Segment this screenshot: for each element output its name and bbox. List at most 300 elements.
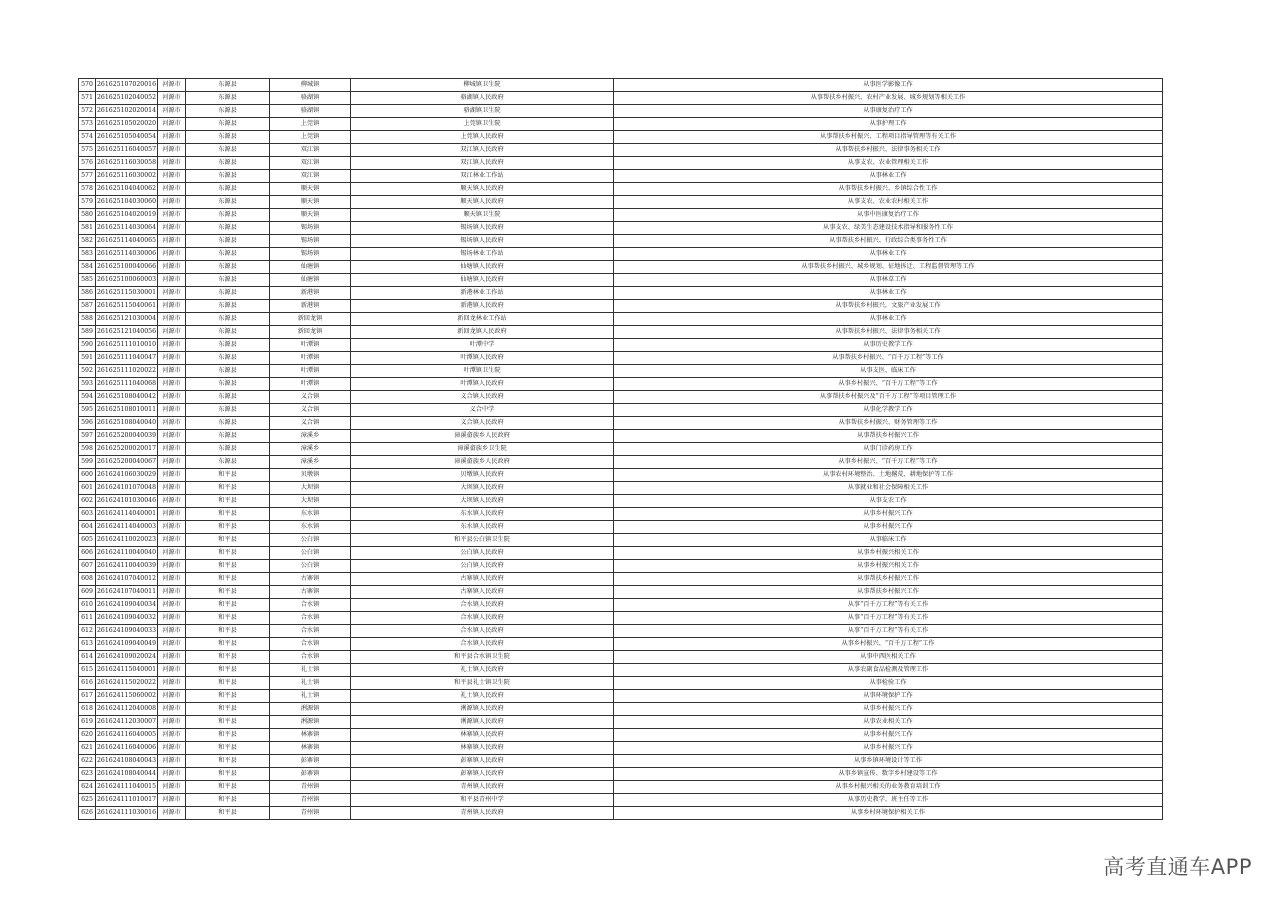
cell-county: 东源县	[186, 365, 270, 378]
cell-town: 新回龙镇	[270, 313, 351, 326]
cell-position-code: 261624112030007	[96, 716, 158, 729]
document-sheet	[78, 78, 1162, 820]
cell-position-code: 261625102040052	[96, 92, 158, 105]
cell-county: 和平县	[186, 742, 270, 755]
cell-county: 东源县	[186, 417, 270, 430]
table-row	[79, 378, 1163, 391]
cell-city: 河源市	[158, 534, 186, 547]
cell-index: 605	[79, 534, 96, 547]
cell-county: 东源县	[186, 170, 270, 183]
cell-duty: 从事乡镇环境设计等工作	[614, 755, 1163, 768]
table-row	[79, 417, 1163, 430]
cell-unit: 浰源镇人民政府	[351, 716, 614, 729]
cell-city: 河源市	[158, 404, 186, 417]
cell-index: 617	[79, 690, 96, 703]
cell-county: 东源县	[186, 157, 270, 170]
cell-city: 河源市	[158, 118, 186, 131]
cell-duty: 从事护理工作	[614, 118, 1163, 131]
table-row	[79, 534, 1163, 547]
cell-county: 和平县	[186, 703, 270, 716]
cell-city: 河源市	[158, 248, 186, 261]
cell-city: 河源市	[158, 105, 186, 118]
cell-duty: 从事林业工作	[614, 313, 1163, 326]
cell-city: 河源市	[158, 664, 186, 677]
cell-city: 河源市	[158, 729, 186, 742]
cell-position-code: 261625116040057	[96, 144, 158, 157]
cell-county: 和平县	[186, 560, 270, 573]
cell-town: 锡场镇	[270, 222, 351, 235]
cell-city: 河源市	[158, 326, 186, 339]
cell-duty: 从事农业相关工作	[614, 716, 1163, 729]
cell-index: 604	[79, 521, 96, 534]
cell-index: 622	[79, 755, 96, 768]
cell-city: 河源市	[158, 313, 186, 326]
table-row	[79, 690, 1163, 703]
table-row	[79, 443, 1163, 456]
cell-city: 河源市	[158, 573, 186, 586]
cell-position-code: 261625115040061	[96, 300, 158, 313]
cell-index: 608	[79, 573, 96, 586]
cell-county: 东源县	[186, 131, 270, 144]
cell-position-code: 261624101030046	[96, 495, 158, 508]
cell-duty: 从事乡村振兴、“百千万工程”等工作	[614, 456, 1163, 469]
table-row	[79, 625, 1163, 638]
table-row	[79, 79, 1163, 92]
cell-duty: 从事康复治疗工作	[614, 105, 1163, 118]
cell-county: 和平县	[186, 807, 270, 820]
cell-position-code: 261625121040056	[96, 326, 158, 339]
table-row	[79, 664, 1163, 677]
cell-index: 610	[79, 599, 96, 612]
cell-unit: 浰源镇人民政府	[351, 703, 614, 716]
cell-unit: 漳溪畲族乡卫生院	[351, 443, 614, 456]
cell-duty: 从事“百千万工程”等有关工作	[614, 612, 1163, 625]
cell-city: 河源市	[158, 235, 186, 248]
cell-duty: 从事帮扶乡村振兴工作	[614, 586, 1163, 599]
table-row	[79, 508, 1163, 521]
cell-duty: 从事乡村振兴、“百千万工程”工作	[614, 638, 1163, 651]
cell-position-code: 261625108010011	[96, 404, 158, 417]
cell-index: 582	[79, 235, 96, 248]
cell-position-code: 261624109040032	[96, 612, 158, 625]
cell-duty: 从事帮扶乡村振兴工作	[614, 573, 1163, 586]
cell-index: 576	[79, 157, 96, 170]
cell-unit: 和平县合水镇卫生院	[351, 651, 614, 664]
cell-position-code: 261625200040067	[96, 456, 158, 469]
table-row	[79, 144, 1163, 157]
cell-duty: 从事乡村环境保护相关工作	[614, 807, 1163, 820]
cell-city: 河源市	[158, 625, 186, 638]
cell-city: 河源市	[158, 378, 186, 391]
table-row	[79, 755, 1163, 768]
cell-index: 595	[79, 404, 96, 417]
cell-duty: 从事帮扶乡村振兴、城乡规划、征地拆迁、工程监督管理等工作	[614, 261, 1163, 274]
cell-city: 河源市	[158, 495, 186, 508]
cell-duty: 从事林业工作	[614, 170, 1163, 183]
table-row	[79, 495, 1163, 508]
cell-town: 顺天镇	[270, 183, 351, 196]
table-row	[79, 339, 1163, 352]
cell-unit: 义合中学	[351, 404, 614, 417]
cell-duty: 从事乡村振兴工作	[614, 729, 1163, 742]
cell-county: 东源县	[186, 352, 270, 365]
cell-index: 615	[79, 664, 96, 677]
cell-unit: 上莞镇人民政府	[351, 131, 614, 144]
cell-city: 河源市	[158, 300, 186, 313]
cell-county: 东源县	[186, 222, 270, 235]
cell-position-code: 261625115030001	[96, 287, 158, 300]
cell-city: 河源市	[158, 274, 186, 287]
cell-town: 锡场镇	[270, 248, 351, 261]
cell-city: 河源市	[158, 547, 186, 560]
cell-duty: 从事历史教学、班主任等工作	[614, 794, 1163, 807]
cell-position-code: 261625121030004	[96, 313, 158, 326]
cell-town: 公白镇	[270, 534, 351, 547]
cell-town: 顺天镇	[270, 209, 351, 222]
cell-town: 东水镇	[270, 508, 351, 521]
cell-county: 和平县	[186, 508, 270, 521]
cell-county: 和平县	[186, 664, 270, 677]
cell-city: 河源市	[158, 768, 186, 781]
cell-index: 600	[79, 469, 96, 482]
cell-duty: 从事乡村振兴相关的业务教育培训工作	[614, 781, 1163, 794]
cell-duty: 从事帮扶乡村振兴、财务管理等工作	[614, 417, 1163, 430]
cell-position-code: 261624116040005	[96, 729, 158, 742]
cell-town: 古寨镇	[270, 573, 351, 586]
cell-index: 587	[79, 300, 96, 313]
cell-duty: 从事林草工作	[614, 274, 1163, 287]
cell-position-code: 261624116040006	[96, 742, 158, 755]
cell-unit: 大坝镇人民政府	[351, 495, 614, 508]
cell-city: 河源市	[158, 443, 186, 456]
cell-duty: 从事帮扶乡村振兴、“百千万工程”等工作	[614, 352, 1163, 365]
table-row	[79, 274, 1163, 287]
cell-position-code: 261624110040039	[96, 560, 158, 573]
table-row	[79, 768, 1163, 781]
cell-duty: 从事就业和社会保障相关工作	[614, 482, 1163, 495]
table-row	[79, 248, 1163, 261]
cell-unit: 漳溪畲族乡人民政府	[351, 430, 614, 443]
cell-city: 河源市	[158, 469, 186, 482]
cell-city: 河源市	[158, 365, 186, 378]
cell-position-code: 261624115060002	[96, 690, 158, 703]
cell-town: 浰源镇	[270, 716, 351, 729]
cell-unit: 和平县礼士镇卫生院	[351, 677, 614, 690]
cell-unit: 礼士镇人民政府	[351, 664, 614, 677]
cell-index: 620	[79, 729, 96, 742]
cell-town: 合水镇	[270, 625, 351, 638]
cell-town: 新港镇	[270, 300, 351, 313]
cell-index: 583	[79, 248, 96, 261]
cell-unit: 顺天镇卫生院	[351, 209, 614, 222]
table-row	[79, 742, 1163, 755]
cell-index: 581	[79, 222, 96, 235]
cell-duty: 从事乡村振兴、“百千万工程”等工作	[614, 378, 1163, 391]
cell-index: 591	[79, 352, 96, 365]
cell-city: 河源市	[158, 508, 186, 521]
cell-position-code: 261625100060003	[96, 274, 158, 287]
cell-unit: 彭寨镇人民政府	[351, 768, 614, 781]
cell-index: 577	[79, 170, 96, 183]
cell-city: 河源市	[158, 79, 186, 92]
cell-county: 和平县	[186, 781, 270, 794]
cell-index: 573	[79, 118, 96, 131]
cell-county: 和平县	[186, 651, 270, 664]
cell-position-code: 261624112040008	[96, 703, 158, 716]
cell-index: 613	[79, 638, 96, 651]
cell-town: 彭寨镇	[270, 768, 351, 781]
cell-town: 新港镇	[270, 287, 351, 300]
cell-duty: 从事支农、农业农村相关工作	[614, 196, 1163, 209]
cell-city: 河源市	[158, 144, 186, 157]
table-row	[79, 209, 1163, 222]
table-row	[79, 183, 1163, 196]
cell-duty: 从事中医康复治疗工作	[614, 209, 1163, 222]
cell-position-code: 261625108040042	[96, 391, 158, 404]
cell-town: 合水镇	[270, 612, 351, 625]
cell-town: 古寨镇	[270, 586, 351, 599]
table-row	[79, 222, 1163, 235]
table-row	[79, 300, 1163, 313]
cell-county: 东源县	[186, 326, 270, 339]
cell-duty: 从事门诊药房工作	[614, 443, 1163, 456]
cell-town: 锡场镇	[270, 235, 351, 248]
cell-county: 和平县	[186, 599, 270, 612]
cell-position-code: 261625200020017	[96, 443, 158, 456]
cell-county: 东源县	[186, 313, 270, 326]
cell-county: 东源县	[186, 391, 270, 404]
cell-town: 叶潭镇	[270, 352, 351, 365]
cell-city: 河源市	[158, 651, 186, 664]
cell-county: 东源县	[186, 456, 270, 469]
cell-duty: 从事医学影像工作	[614, 79, 1163, 92]
cell-position-code: 261624108040043	[96, 755, 158, 768]
cell-county: 和平县	[186, 755, 270, 768]
table-row	[79, 677, 1163, 690]
table-row	[79, 352, 1163, 365]
cell-town: 大坝镇	[270, 495, 351, 508]
cell-city: 河源市	[158, 586, 186, 599]
cell-town: 柳城镇	[270, 79, 351, 92]
cell-town: 顺天镇	[270, 196, 351, 209]
cell-city: 河源市	[158, 755, 186, 768]
cell-duty: 从事乡村振兴相关工作	[614, 560, 1163, 573]
cell-index: 624	[79, 781, 96, 794]
cell-position-code: 261625104030060	[96, 196, 158, 209]
cell-unit: 骆湖镇卫生院	[351, 105, 614, 118]
cell-unit: 青州镇人民政府	[351, 781, 614, 794]
cell-index: 599	[79, 456, 96, 469]
cell-index: 602	[79, 495, 96, 508]
cell-county: 东源县	[186, 378, 270, 391]
cell-town: 双江镇	[270, 157, 351, 170]
cell-unit: 和平县青州中学	[351, 794, 614, 807]
cell-index: 585	[79, 274, 96, 287]
cell-unit: 和平县公白镇卫生院	[351, 534, 614, 547]
cell-unit: 合水镇人民政府	[351, 599, 614, 612]
cell-duty: 从事“百千万工程”等有关工作	[614, 625, 1163, 638]
table-row	[79, 391, 1163, 404]
cell-county: 和平县	[186, 547, 270, 560]
cell-position-code: 261625107020016	[96, 79, 158, 92]
cell-town: 义合镇	[270, 404, 351, 417]
cell-index: 588	[79, 313, 96, 326]
cell-town: 新回龙镇	[270, 326, 351, 339]
cell-city: 河源市	[158, 612, 186, 625]
cell-position-code: 261624108040044	[96, 768, 158, 781]
cell-unit: 林寨镇人民政府	[351, 742, 614, 755]
table-row	[79, 404, 1163, 417]
table-row	[79, 651, 1163, 664]
cell-position-code: 261625111040047	[96, 352, 158, 365]
cell-unit: 新港镇人民政府	[351, 300, 614, 313]
table-row	[79, 807, 1163, 820]
cell-position-code: 261624111030016	[96, 807, 158, 820]
cell-unit: 义合镇人民政府	[351, 391, 614, 404]
cell-index: 626	[79, 807, 96, 820]
cell-position-code: 261624115020022	[96, 677, 158, 690]
cell-city: 河源市	[158, 560, 186, 573]
cell-county: 东源县	[186, 443, 270, 456]
table-row	[79, 170, 1163, 183]
cell-county: 东源县	[186, 287, 270, 300]
cell-unit: 新回龙镇人民政府	[351, 326, 614, 339]
cell-index: 596	[79, 417, 96, 430]
cell-duty: 从事检验工作	[614, 677, 1163, 690]
cell-unit: 锡场镇人民政府	[351, 222, 614, 235]
cell-county: 东源县	[186, 118, 270, 131]
cell-city: 河源市	[158, 599, 186, 612]
table-row	[79, 92, 1163, 105]
cell-index: 572	[79, 105, 96, 118]
cell-county: 东源县	[186, 79, 270, 92]
table-row	[79, 326, 1163, 339]
table-row	[79, 560, 1163, 573]
cell-city: 河源市	[158, 352, 186, 365]
table-row	[79, 456, 1163, 469]
cell-town: 叶潭镇	[270, 339, 351, 352]
cell-unit: 上莞镇卫生院	[351, 118, 614, 131]
table-row	[79, 235, 1163, 248]
cell-unit: 公白镇人民政府	[351, 547, 614, 560]
cell-county: 和平县	[186, 794, 270, 807]
cell-position-code: 261624109040033	[96, 625, 158, 638]
cell-duty: 从事历史教学工作	[614, 339, 1163, 352]
cell-unit: 新港林业工作站	[351, 287, 614, 300]
cell-position-code: 261625200040039	[96, 430, 158, 443]
cell-town: 礼士镇	[270, 690, 351, 703]
table-row	[79, 261, 1163, 274]
cell-position-code: 261625108040040	[96, 417, 158, 430]
cell-town: 仙塘镇	[270, 261, 351, 274]
cell-county: 东源县	[186, 300, 270, 313]
cell-index: 625	[79, 794, 96, 807]
cell-position-code: 261625100040066	[96, 261, 158, 274]
cell-position-code: 261625111040068	[96, 378, 158, 391]
cell-city: 河源市	[158, 157, 186, 170]
cell-town: 贝墩镇	[270, 469, 351, 482]
cell-unit: 叶潭镇人民政府	[351, 352, 614, 365]
cell-city: 河源市	[158, 677, 186, 690]
cell-position-code: 261625116030002	[96, 170, 158, 183]
cell-town: 叶潭镇	[270, 378, 351, 391]
cell-town: 林寨镇	[270, 742, 351, 755]
cell-position-code: 261625104040062	[96, 183, 158, 196]
cell-town: 大坝镇	[270, 482, 351, 495]
cell-town: 青州镇	[270, 781, 351, 794]
cell-county: 和平县	[186, 768, 270, 781]
cell-unit: 双江镇人民政府	[351, 157, 614, 170]
cell-city: 河源市	[158, 417, 186, 430]
cell-county: 和平县	[186, 521, 270, 534]
cell-index: 574	[79, 131, 96, 144]
cell-duty: 从事农村环境整治、土地撂荒、耕地保护等工作	[614, 469, 1163, 482]
position-table	[78, 78, 1163, 820]
cell-county: 和平县	[186, 638, 270, 651]
cell-town: 骆湖镇	[270, 92, 351, 105]
cell-unit: 青州镇人民政府	[351, 807, 614, 820]
cell-position-code: 261624115040001	[96, 664, 158, 677]
cell-city: 河源市	[158, 339, 186, 352]
cell-duty: 从事帮扶乡村振兴工作	[614, 430, 1163, 443]
table-row	[79, 482, 1163, 495]
cell-city: 河源市	[158, 170, 186, 183]
table-row	[79, 469, 1163, 482]
cell-county: 东源县	[186, 144, 270, 157]
cell-city: 河源市	[158, 716, 186, 729]
cell-index: 618	[79, 703, 96, 716]
table-row	[79, 794, 1163, 807]
cell-duty: 从事帮扶乡村振兴、行政综合类事务性工作	[614, 235, 1163, 248]
cell-county: 东源县	[186, 339, 270, 352]
cell-index: 584	[79, 261, 96, 274]
cell-county: 东源县	[186, 196, 270, 209]
cell-town: 礼士镇	[270, 664, 351, 677]
table-row	[79, 365, 1163, 378]
cell-position-code: 261625114030006	[96, 248, 158, 261]
cell-county: 东源县	[186, 92, 270, 105]
cell-position-code: 261624114040003	[96, 521, 158, 534]
cell-duty: 从事乡镇宣传、数字乡村建设等工作	[614, 768, 1163, 781]
cell-position-code: 261625105020020	[96, 118, 158, 131]
cell-position-code: 261625111010010	[96, 339, 158, 352]
cell-duty: 从事帮扶乡村振兴、法律事务相关工作	[614, 326, 1163, 339]
cell-duty: 从事化学教学工作	[614, 404, 1163, 417]
cell-city: 河源市	[158, 209, 186, 222]
cell-county: 和平县	[186, 573, 270, 586]
cell-city: 河源市	[158, 638, 186, 651]
cell-unit: 合水镇人民政府	[351, 625, 614, 638]
cell-unit: 贝墩镇人民政府	[351, 469, 614, 482]
cell-city: 河源市	[158, 92, 186, 105]
cell-city: 河源市	[158, 430, 186, 443]
cell-town: 叶潭镇	[270, 365, 351, 378]
cell-duty: 从事帮扶乡村振兴、农村产业发展、城乡规划等相关工作	[614, 92, 1163, 105]
cell-town: 漳溪乡	[270, 456, 351, 469]
cell-duty: 从事帮扶乡村振兴及“百千万工程”等项目管理工作	[614, 391, 1163, 404]
cell-city: 河源市	[158, 287, 186, 300]
watermark-text: 高考直通车APP	[1103, 855, 1252, 879]
cell-position-code: 261624110020023	[96, 534, 158, 547]
cell-city: 河源市	[158, 456, 186, 469]
cell-unit: 大坝镇人民政府	[351, 482, 614, 495]
cell-city: 河源市	[158, 482, 186, 495]
cell-town: 合水镇	[270, 651, 351, 664]
cell-index: 579	[79, 196, 96, 209]
cell-position-code: 261624109040034	[96, 599, 158, 612]
cell-city: 河源市	[158, 521, 186, 534]
cell-county: 和平县	[186, 612, 270, 625]
